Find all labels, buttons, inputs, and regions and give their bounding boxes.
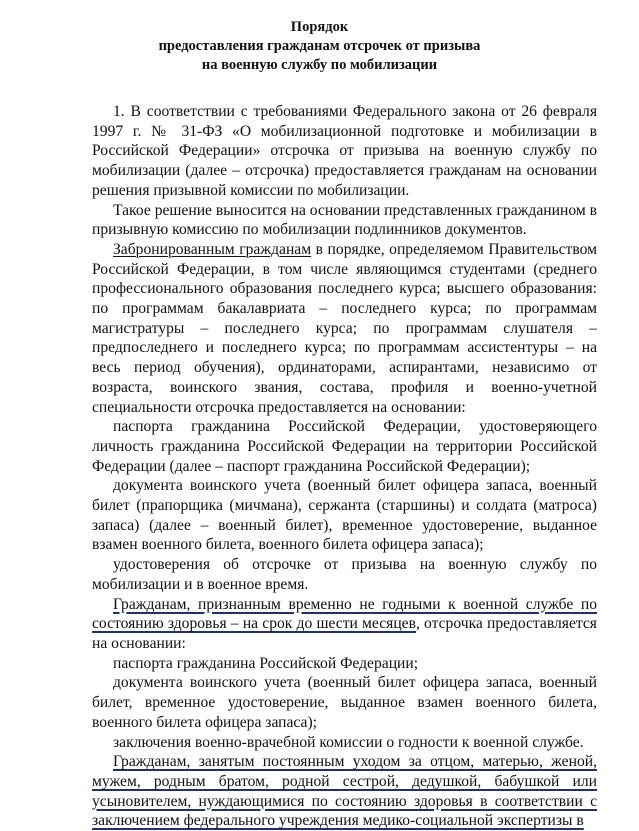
paragraph-text: в порядке, определяемом Правительством Российской Федерации, в том числе являющимся студентами (среднего профессионального образования последнего курса; высшего образования: по программам бакалавриата – последнего курса; по программам магистратуры – последнего курса; по программам слушателя – предпоследнего и последнего курса; по программам ассистентуры – на весь период обучения), ординаторами, аспирантами, независимо от возраста, воинского звания, состава, профиля и военно-учетной специальности отсрочка предоставляется на основании: xyxy=(92,240,597,416)
document-body xyxy=(92,102,597,831)
title-line-1: Порядок xyxy=(290,19,349,35)
paragraph-2: Такое решение выносится на основании представленных гражданином в призывную комиссию по мобилизации подлинников документов. xyxy=(92,201,597,239)
paragraph-6: удостоверения об отсрочке от призыва на военную службу по мобилизации и в военное время. xyxy=(92,556,597,593)
paragraph-3 xyxy=(92,240,597,417)
paragraph-text: , отсрочка предоставляется на основании: xyxy=(92,615,597,652)
paragraph-9: документа воинского учета (военный билет офицера запаса, военный билет, временное удостоверение, выданное взамен военного билета, военного билета офицера запаса); xyxy=(92,674,597,731)
title-line-2: предоставления гражданам отсрочек от призыва xyxy=(158,38,481,54)
paragraph-4: паспорта гражданина Российской Федерации, удостоверяющего личность гражданина Российской Федерации на территории Российской Федерации (далее – паспорт гражданина Российской Федерации); xyxy=(92,418,597,475)
paragraph-10: заключения военно-врачебной комиссии о годности к военной службе. xyxy=(113,733,584,751)
document-title xyxy=(0,18,639,75)
title-line-3: на военную службу по мобилизации xyxy=(201,57,438,73)
paragraph-1: 1. В соответствии с требованиями Федерального закона от 26 февраля 1997 г. № 31-ФЗ «О мобилизационной подготовке и мобилизации в Российской Федерации» отсрочка от призыва на военную службу по мобилизации (далее – отсрочка) предоставляется гражданам на основании решения призывной комиссии по мобилизации. xyxy=(92,103,597,199)
underlined-phrase: Забронированным гражданам xyxy=(113,240,312,258)
underlined-phrase: Гражданам, занятым постоянным уходом за отцом, матерью, женой, мужем, родным братом, родной сестрой, дедушкой, бабушкой или усыновителем, нуждающимися по состоянию здоровья в соответствии с заключением федерального учреждения медико-социальной экспертизы в xyxy=(92,753,597,830)
paragraph-5: документа воинского учета (военный билет офицера запаса, военный билет (прапорщика (мичмана), сержанта (старшины) и солдата (матроса) запаса) (далее – военный билет), временное удостоверение, выданное взамен военного билета, военного билета офицера запаса); xyxy=(92,477,597,554)
underlined-phrase: Гражданам, признанным временно не годными к военной службе по состоянию здоровья – на срок до шести месяцев xyxy=(92,595,597,633)
paragraph-7 xyxy=(92,595,597,654)
paragraph-8: паспорта гражданина Российской Федерации; xyxy=(113,654,419,672)
paragraph-11 xyxy=(92,752,597,831)
